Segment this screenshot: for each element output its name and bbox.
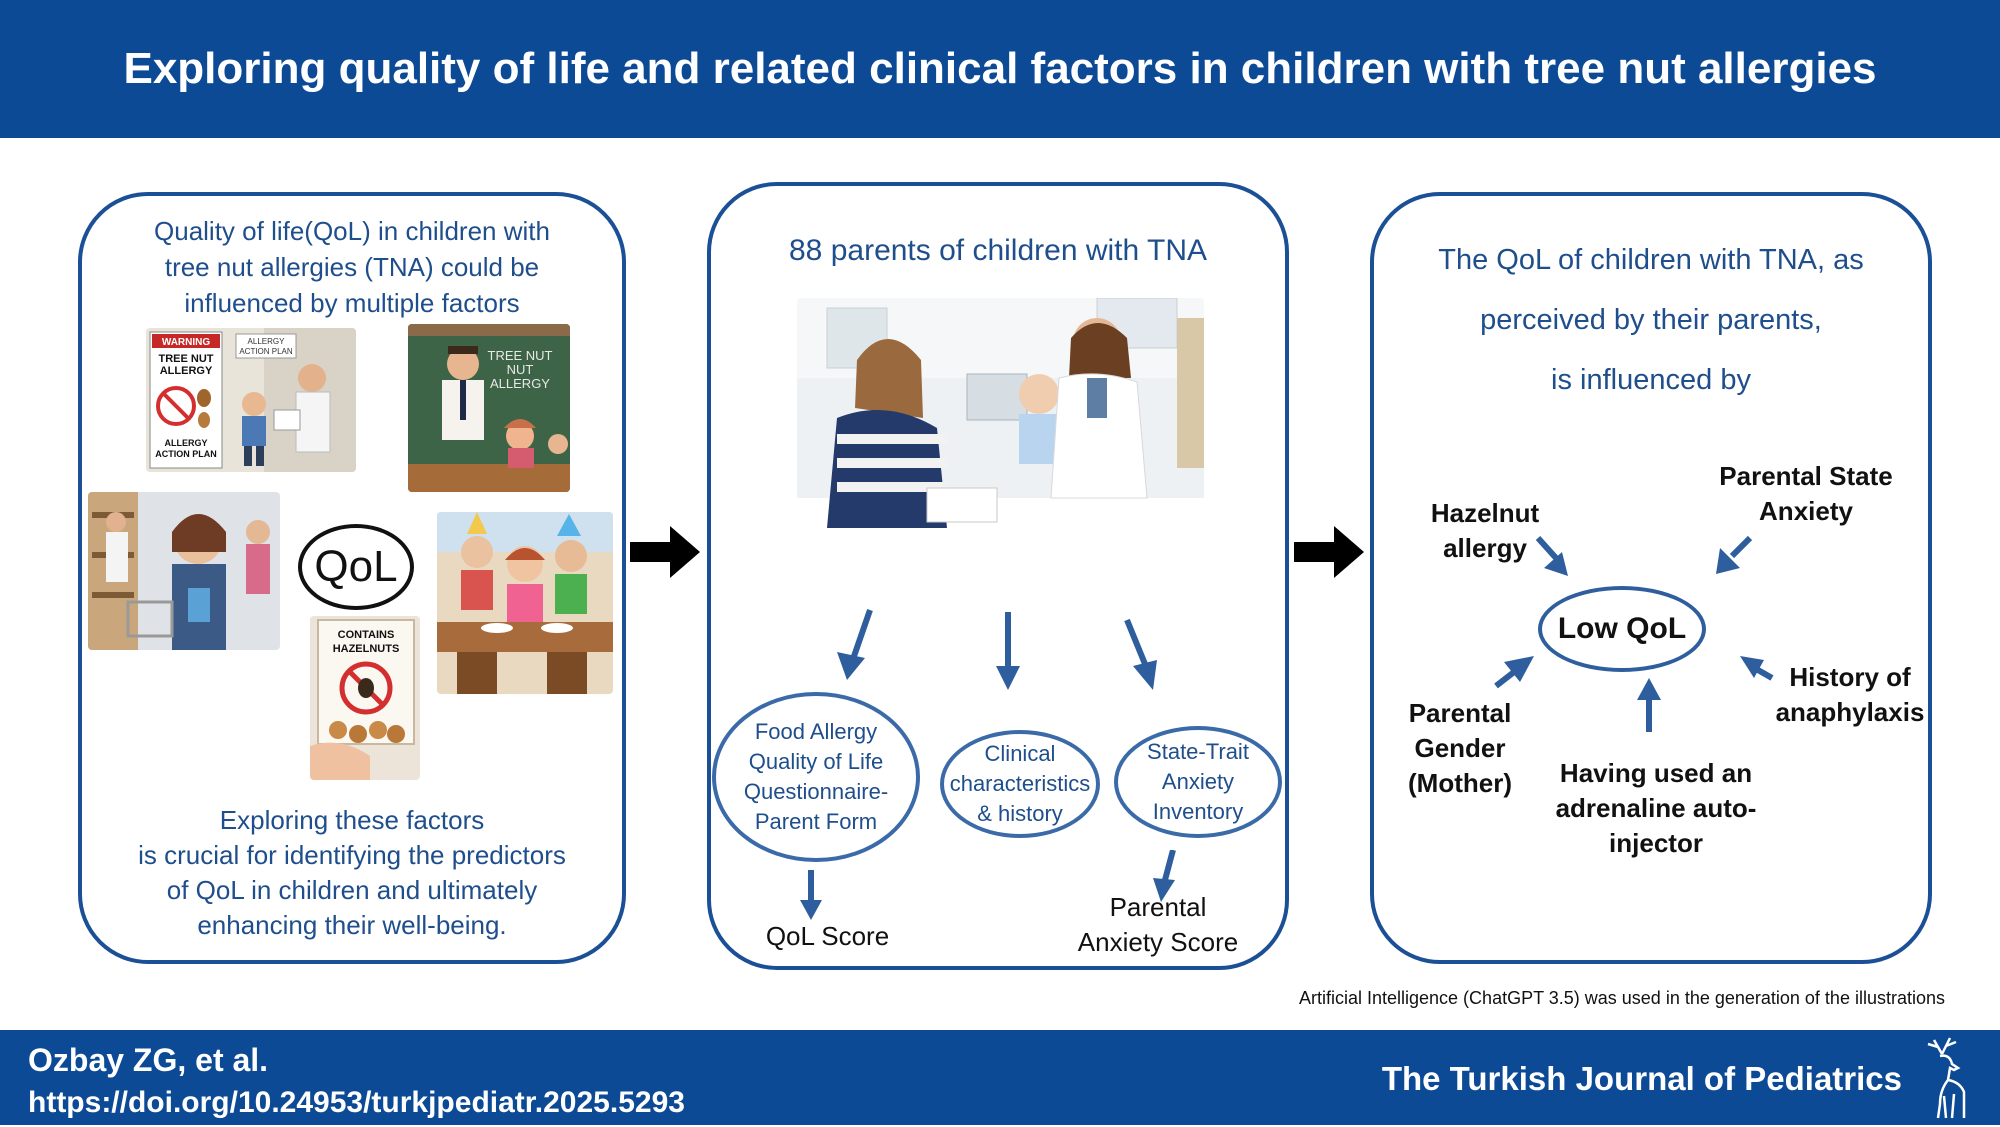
package-text-1: CONTAINS (337, 629, 395, 641)
arrow-to-stai (1127, 620, 1157, 690)
hazelnut-line-2: allergy (1443, 533, 1527, 563)
factor-adrenaline (1536, 756, 1776, 861)
arrow-parental-state (1716, 538, 1750, 574)
right-title-line-3: is influenced by (1551, 364, 1751, 396)
arrow-to-clinical (996, 612, 1020, 690)
adrenaline-line-3: injector (1609, 828, 1703, 858)
right-title-line-1: The QoL of children with TNA, as (1438, 244, 1864, 276)
factor-hazelnut (1400, 496, 1570, 566)
arrow-to-qol-score-head (800, 870, 822, 920)
arrow-to-faqlq (837, 610, 870, 680)
hazelnut-line-1: Hazelnut (1430, 498, 1540, 528)
arrow-middle-to-right (1292, 522, 1367, 582)
intro-line-3: influenced by multiple factors (184, 288, 520, 318)
adrenaline-line-2: adrenaline auto- (1555, 793, 1757, 823)
qol-center-label: QoL (314, 542, 398, 591)
stai-line-3: Inventory (1152, 799, 1244, 824)
package-text-2: HAZELNUTS (332, 643, 400, 655)
clinical-line-3: & history (977, 801, 1063, 826)
header-bar (0, 0, 2000, 138)
factor-gender (1390, 696, 1530, 801)
low-qol-label: Low QoL (1557, 612, 1687, 645)
sign-warning-text: WARNING (161, 337, 211, 348)
clinical-line-2: characteristics (949, 771, 1091, 796)
conclusion-line-3: of QoL in children and ultimately (166, 875, 538, 905)
faqlq-line-3: Questionnaire- (743, 779, 889, 804)
page-title: Exploring quality of life and related clinical factors in children with tree nut allergies (123, 44, 1877, 93)
ai-note: Artificial Intelligence (ChatGPT 3.5) was used in the generation of the illustrations (1298, 988, 1945, 1008)
conclusion-line-2: is crucial for identifying the predictors (138, 840, 566, 870)
poster-text-1: ALLERGY (247, 337, 285, 346)
board-text-3: ALLERGY (490, 376, 550, 391)
qol-center-ellipse (298, 524, 414, 610)
footer-authors: Ozbay ZG, et al. (28, 1042, 269, 1078)
right-title-line-2: perceived by their parents, (1480, 304, 1822, 336)
illustration-allergy-plan (146, 328, 356, 472)
illustration-party (437, 512, 613, 694)
arrow-adrenaline (1637, 678, 1661, 732)
node-faqlq (712, 692, 920, 862)
illustration-hazelnut-package (310, 616, 420, 780)
arrow-gender (1496, 656, 1534, 686)
poster-text-2: ACTION PLAN (239, 347, 293, 356)
conclusion-line-1: Exploring these factors (219, 805, 485, 835)
sign-action-1: ALLERGY (164, 438, 208, 448)
illustration-store (88, 492, 280, 650)
sign-action-2: ACTION PLAN (155, 449, 217, 459)
middle-arrows (707, 182, 1289, 762)
arrow-left-to-middle (628, 522, 703, 582)
board-text-2: NUT (506, 362, 534, 377)
left-intro-text (100, 213, 604, 321)
faqlq-line-4: Parent Form (754, 809, 878, 834)
left-conclusion-text (100, 803, 604, 943)
node-stai (1114, 726, 1282, 838)
footer-journal-name: The Turkish Journal of Pediatrics (1381, 1060, 1902, 1097)
factor-parental-state (1706, 459, 1906, 529)
anxiety-score-line-1: Parental (1109, 892, 1207, 922)
history-line-2: anaphylaxis (1775, 697, 1925, 727)
board-text-1: TREE NUT (487, 348, 553, 363)
intro-line-2: tree nut allergies (TNA) could be (164, 252, 540, 282)
sign-tree-nut-1: TREE NUT (158, 353, 214, 365)
sign-tree-nut-2: ALLERGY (159, 365, 213, 377)
faqlq-line-1: Food Allergy (754, 719, 878, 744)
parental-state-line-2: Anxiety (1759, 496, 1853, 526)
adrenaline-line-1: Having used an (1559, 758, 1753, 788)
qol-score-label: QoL Score (765, 921, 890, 951)
illustration-teacher (408, 324, 570, 492)
footer-doi-link[interactable]: https://doi.org/10.24953/turkjpediatr.2025.5293 (28, 1086, 685, 1119)
faqlq-line-2: Quality of Life (748, 749, 884, 774)
conclusion-line-4: enhancing their well-being. (197, 910, 507, 940)
stai-line-2: Anxiety (1161, 769, 1235, 794)
anxiety-score-label (1058, 890, 1258, 960)
history-line-1: History of (1789, 662, 1911, 692)
middle-title: 88 parents of children with TNA (789, 234, 1207, 267)
intro-line-1: Quality of life(QoL) in children with (154, 216, 550, 246)
anxiety-score-line-2: Anxiety Score (1077, 927, 1239, 957)
gender-line-3: (Mother) (1408, 768, 1512, 798)
factor-history (1770, 660, 1930, 730)
parental-state-line-1: Parental State (1719, 461, 1893, 491)
gender-line-2: Gender (1414, 733, 1506, 763)
stai-line-1: State-Trait (1147, 739, 1249, 764)
arrow-history (1740, 656, 1772, 678)
node-clinical (940, 730, 1100, 838)
deer-logo-icon (1914, 1034, 1982, 1122)
clinical-line-1: Clinical (984, 741, 1056, 766)
gender-line-1: Parental (1408, 698, 1512, 728)
footer-bar (0, 1030, 2000, 1125)
